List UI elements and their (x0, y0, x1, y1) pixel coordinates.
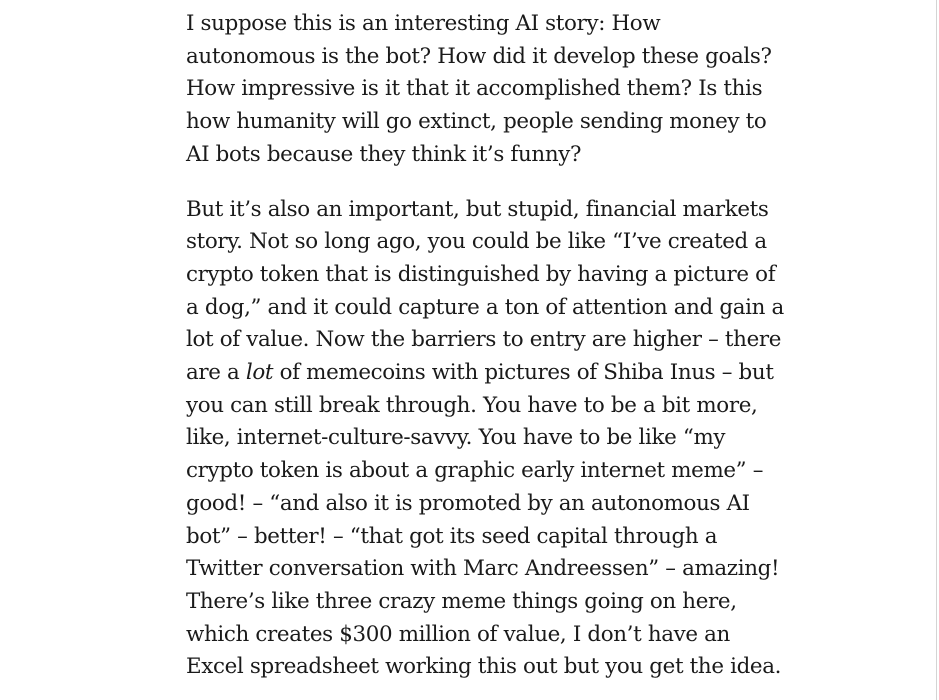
text-line: you can still break through. You have to be a bit more, (186, 392, 758, 418)
text-segment: of memecoins with pictures of Shiba Inus – but (273, 360, 774, 386)
text-line-with-emphasis (186, 357, 774, 390)
page-edge-divider (936, 0, 937, 700)
text-line: autonomous is the bot? How did it develop these goals? (186, 43, 772, 69)
text-line: How impressive is it that it accomplished them? Is this (186, 76, 763, 102)
text-segment: are a (186, 360, 246, 386)
text-line: Excel spreadsheet working this out but you get the idea. (186, 654, 782, 680)
text-line: lot of value. Now the barriers to entry are higher – there (186, 327, 782, 353)
text-line: I suppose this is an interesting AI story: How (186, 11, 661, 36)
text-line: Twitter conversation with Marc Andreessen” – amazing! (186, 556, 780, 582)
text-line: how humanity will go extinct, people sending money to (186, 109, 767, 135)
text-line: crypto token is about a graphic early internet meme” – (186, 458, 764, 484)
text-line: But it’s also an important, but stupid, financial markets (186, 196, 769, 222)
emphasized-word: lot (245, 360, 274, 386)
text-line: bot” – better! – “that got its seed capital through a (186, 523, 718, 549)
text-line: like, internet-culture-savvy. You have to be like “my (186, 425, 726, 451)
text-line: There’s like three crazy meme things going on here, (186, 588, 737, 614)
text-line: AI bots because they think it’s funny? (186, 141, 582, 167)
text-line: which creates $300 million of value, I don’t have an (186, 621, 730, 647)
text-line: a dog,” and it could capture a ton of attention and gain a (186, 294, 784, 320)
paragraph-1 (186, 8, 772, 172)
paragraph-2 (186, 194, 784, 685)
text-line: crypto token that is distinguished by having a picture of (186, 261, 776, 287)
text-line: good! – “and also it is promoted by an autonomous AI (186, 490, 750, 516)
text-line: story. Not so long ago, you could be like “I’ve created a (186, 229, 767, 255)
article-body (186, 8, 784, 684)
